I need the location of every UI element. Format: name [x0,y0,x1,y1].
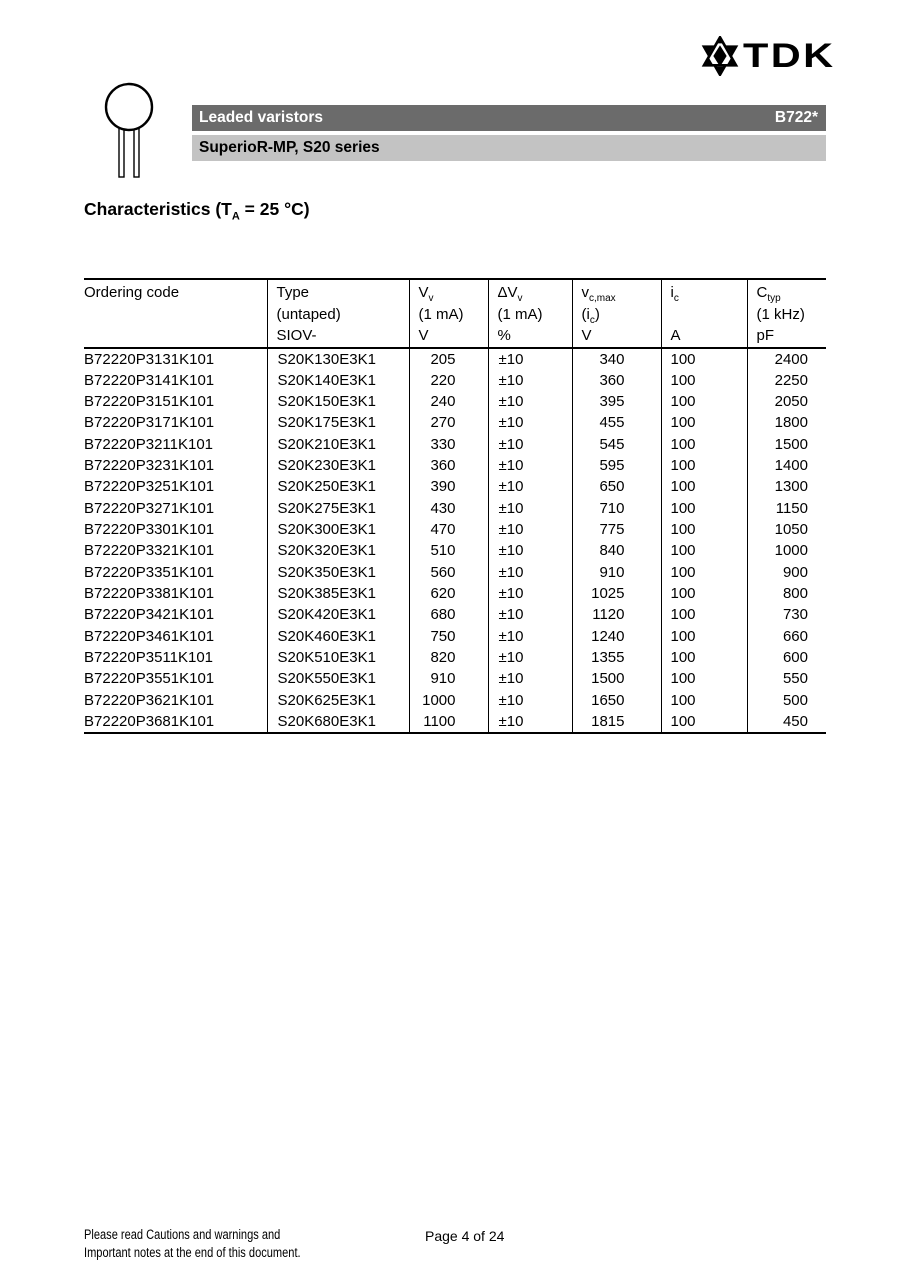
cell-ordering-code: B72220P3621K101 [84,691,215,709]
cell-vc-max: 1025 [572,583,661,604]
cell-ordering-code: B72220P3421K101 [84,606,215,624]
table-row [84,562,826,583]
header-line: $C_{typ}$ [756,284,781,304]
cell-ctyp: 1400 [747,455,826,476]
table-row [84,711,826,733]
header-line: pF [756,327,775,344]
tdk-symbol-icon [699,36,741,76]
cell-type: S20K420E3K1 [267,604,409,625]
header-line: Type [276,284,310,301]
varistor-icon [103,82,158,182]
cell-ctyp: 1150 [747,498,826,519]
doc-code: B722* [774,109,818,126]
col-header-ic [661,279,747,348]
header-line [84,304,267,326]
cell-ctyp: 500 [747,690,826,711]
header-line: (1 mA) [418,305,464,323]
table-row [84,412,826,433]
table-row [84,455,826,476]
cell-delta-vv: ±10 [488,455,572,476]
table-row [84,604,826,625]
table-row [84,583,826,604]
cell-type: S20K175E3K1 [267,412,409,433]
cell-ordering-code: B72220P3151K101 [84,393,215,411]
cell-ic: 100 [661,348,747,370]
cell-vv: 240 [409,391,488,412]
cell-ctyp: 2250 [747,370,826,391]
table-row [84,348,826,370]
section-title-pre: Characteristics (T [84,199,232,219]
cell-type: S20K130E3K1 [267,348,409,370]
header-line: $V_v$ [418,284,434,304]
series-bar [192,135,826,161]
table-row [84,434,826,455]
cell-delta-vv: ±10 [488,434,572,455]
header-line: (untaped) [276,305,341,323]
cell-delta-vv: ±10 [488,476,572,497]
cell-ic: 100 [661,626,747,647]
cell-ordering-code: B72220P3131K101 [84,350,215,368]
cell-delta-vv: ±10 [488,647,572,668]
cell-delta-vv: ±10 [488,604,572,625]
cell-delta-vv: ±10 [488,690,572,711]
cell-delta-vv: ±10 [488,370,572,391]
section-title-post: = 25 °C) [239,199,310,219]
cell-ordering-code: B72220P3301K101 [84,521,215,539]
cell-type: S20K350E3K1 [267,562,409,583]
cell-type: S20K320E3K1 [267,540,409,561]
cell-vc-max: 840 [572,540,661,561]
cell-vv: 1100 [409,711,488,733]
cell-vc-max: 710 [572,498,661,519]
cell-ic: 100 [661,583,747,604]
header-line [671,304,747,326]
cell-ctyp: 1500 [747,434,826,455]
cell-ic: 100 [661,540,747,561]
cell-ic: 100 [661,434,747,455]
table-row [84,690,826,711]
cell-vv: 470 [409,519,488,540]
table-row [84,476,826,497]
table-row [84,626,826,647]
cell-type: S20K250E3K1 [267,476,409,497]
header-line: SIOV- [276,327,317,344]
cell-ordering-code: B72220P3381K101 [84,585,215,603]
section-title [84,199,310,223]
col-header-type [267,279,409,348]
cell-type: S20K275E3K1 [267,498,409,519]
cell-ic: 100 [661,668,747,689]
cell-type: S20K625E3K1 [267,690,409,711]
cell-ctyp: 900 [747,562,826,583]
cell-ic: 100 [661,711,747,733]
header-line: V [418,327,429,344]
tdk-logo-text: TDK [743,37,836,75]
cell-vv: 430 [409,498,488,519]
cell-ordering-code: B72220P3171K101 [84,414,215,432]
cell-ctyp: 800 [747,583,826,604]
page-indicator: Page 4 of 24 [425,1228,505,1244]
table-row [84,540,826,561]
cell-vv: 620 [409,583,488,604]
cell-vc-max: 360 [572,370,661,391]
cell-vv: 360 [409,455,488,476]
cell-ordering-code: B72220P3231K101 [84,457,215,475]
cell-vc-max: 395 [572,391,661,412]
section-title-sub: A [231,210,240,223]
cell-ordering-code: B72220P3681K101 [84,713,215,731]
cell-vc-max: 1355 [572,647,661,668]
cell-ic: 100 [661,562,747,583]
cell-vc-max: 455 [572,412,661,433]
cell-ordering-code: B72220P3551K101 [84,670,215,688]
header-line: % [497,327,511,344]
footer-note-line1: Please read Cautions and warnings and [84,1227,281,1242]
cell-vv: 390 [409,476,488,497]
footer-note [84,1226,301,1262]
cell-vv: 1000 [409,690,488,711]
cell-vc-max: 650 [572,476,661,497]
footer-note-line2: Important notes at the end of this document. [84,1245,301,1260]
cell-type: S20K385E3K1 [267,583,409,604]
cell-type: S20K300E3K1 [267,519,409,540]
cell-delta-vv: ±10 [488,562,572,583]
col-header-ctyp [747,279,826,348]
cell-ordering-code: B72220P3141K101 [84,371,215,389]
cell-type: S20K510E3K1 [267,647,409,668]
cell-ordering-code: B72220P3251K101 [84,478,215,496]
cell-delta-vv: ±10 [488,391,572,412]
cell-ctyp: 1050 [747,519,826,540]
cell-vc-max: 340 [572,348,661,370]
cell-vc-max: 595 [572,455,661,476]
cell-vv: 560 [409,562,488,583]
table-row [84,668,826,689]
cell-vv: 680 [409,604,488,625]
cell-type: S20K210E3K1 [267,434,409,455]
cell-ic: 100 [661,391,747,412]
cell-ic: 100 [661,519,747,540]
cell-vv: 205 [409,348,488,370]
table-row [84,370,826,391]
cell-ic: 100 [661,370,747,391]
cell-vc-max: 1500 [572,668,661,689]
header-line: $(i_c)$ [581,305,600,326]
product-line-label: Leaded varistors [199,109,324,126]
header-line [84,325,267,347]
cell-delta-vv: ±10 [488,668,572,689]
table-head-row [84,279,826,348]
cell-ic: 100 [661,412,747,433]
cell-vc-max: 1120 [572,604,661,625]
cell-ordering-code: B72220P3511K101 [84,649,214,667]
cell-vv: 910 [409,668,488,689]
cell-type: S20K150E3K1 [267,391,409,412]
cell-delta-vv: ±10 [488,412,572,433]
cell-vv: 510 [409,540,488,561]
header-line: Ordering code [84,284,180,301]
cell-delta-vv: ±10 [488,583,572,604]
tdk-logo [699,33,834,79]
cell-ctyp: 1300 [747,476,826,497]
cell-ic: 100 [661,604,747,625]
table-row [84,498,826,519]
series-label: SuperioR-MP, S20 series [199,139,380,156]
characteristics-table [84,278,826,734]
cell-ctyp: 600 [747,647,826,668]
cell-vc-max: 910 [572,562,661,583]
cell-ordering-code: B72220P3211K101 [84,435,214,453]
cell-ctyp: 450 [747,711,826,733]
cell-ordering-code: B72220P3461K101 [84,627,215,645]
header-line: V [581,327,592,344]
cell-ctyp: 660 [747,626,826,647]
col-header-ordering-code [84,279,267,348]
cell-delta-vv: ±10 [488,711,572,733]
col-header-delta-vv [488,279,572,348]
cell-ic: 100 [661,455,747,476]
header-line: (1 mA) [497,305,543,323]
cell-type: S20K550E3K1 [267,668,409,689]
cell-ctyp: 730 [747,604,826,625]
cell-ic: 100 [661,476,747,497]
cell-ordering-code: B72220P3351K101 [84,563,215,581]
cell-delta-vv: ±10 [488,348,572,370]
header-line: $v_{c,max}$ [581,284,616,304]
cell-delta-vv: ±10 [488,498,572,519]
col-header-vc-max [572,279,661,348]
cell-ctyp: 2050 [747,391,826,412]
cell-vv: 330 [409,434,488,455]
cell-ctyp: 1800 [747,412,826,433]
cell-ic: 100 [661,647,747,668]
cell-ctyp: 1000 [747,540,826,561]
cell-vc-max: 775 [572,519,661,540]
table-row [84,519,826,540]
cell-type: S20K460E3K1 [267,626,409,647]
cell-type: S20K140E3K1 [267,370,409,391]
cell-vv: 270 [409,412,488,433]
col-header-vv [409,279,488,348]
cell-delta-vv: ±10 [488,519,572,540]
cell-ctyp: 550 [747,668,826,689]
cell-delta-vv: ±10 [488,626,572,647]
cell-vc-max: 1650 [572,690,661,711]
cell-ic: 100 [661,498,747,519]
header-line: (1 kHz) [756,305,805,323]
cell-delta-vv: ±10 [488,540,572,561]
header-line: $i_c$ [670,284,679,304]
cell-type: S20K230E3K1 [267,455,409,476]
cell-type: S20K680E3K1 [267,711,409,733]
cell-vc-max: 1815 [572,711,661,733]
product-line-bar [192,105,826,131]
cell-vv: 820 [409,647,488,668]
table-row [84,647,826,668]
header-line: $\Delta V_v$ [497,284,523,304]
cell-ctyp: 2400 [747,348,826,370]
cell-ordering-code: B72220P3321K101 [84,542,215,560]
cell-vc-max: 545 [572,434,661,455]
cell-vv: 220 [409,370,488,391]
cell-ic: 100 [661,690,747,711]
cell-vv: 750 [409,626,488,647]
header-line: A [670,327,681,344]
cell-vc-max: 1240 [572,626,661,647]
cell-ordering-code: B72220P3271K101 [84,499,215,517]
table-row [84,391,826,412]
